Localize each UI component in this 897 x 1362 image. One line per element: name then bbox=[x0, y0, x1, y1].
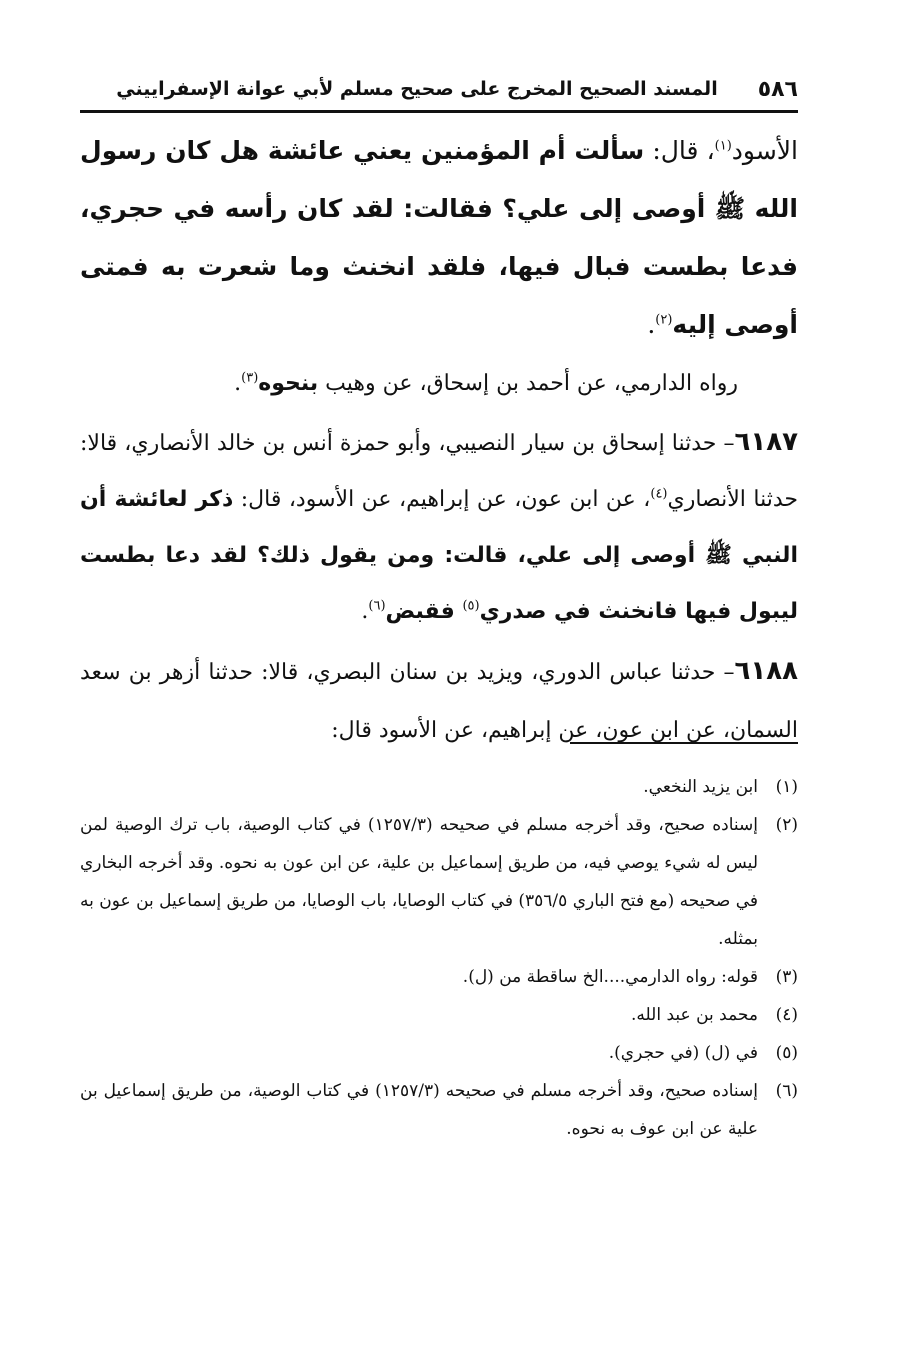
text-span: رواه الدارمي، عن أحمد بن إسحاق، عن وهيب bbox=[318, 371, 738, 396]
isnad-text: ، عن ابن عون، عن إبراهيم، عن الأسود، قال: bbox=[233, 487, 651, 512]
footnote-ref[interactable]: (٤) bbox=[650, 486, 668, 502]
footnote-ref[interactable]: (٣) bbox=[241, 370, 259, 386]
footnote-text: قوله: رواه الدارمي....الخ ساقطة من (ل). bbox=[462, 967, 758, 987]
footnote-text: ابن يزيد النخعي. bbox=[643, 777, 758, 797]
footnote-ref[interactable]: (١) bbox=[714, 138, 732, 154]
footnote-text: في (ل) (في حجري). bbox=[608, 1043, 758, 1063]
footnotes bbox=[80, 768, 798, 1148]
page-number: ٥٨٦ bbox=[757, 76, 798, 102]
footnote-number: (٤) bbox=[775, 1005, 798, 1025]
footnote-ref[interactable]: (٦) bbox=[368, 598, 386, 614]
text-span: ، قال: bbox=[644, 136, 715, 165]
bold-word: بنحوه bbox=[258, 371, 319, 396]
hadith-6187 bbox=[80, 414, 798, 640]
footnote-number: (٥) bbox=[775, 1043, 798, 1063]
text-span: . bbox=[234, 371, 242, 396]
main-text bbox=[80, 122, 798, 760]
isnad-text: – حدثنا إسحاق بن سيار النصيبي، وأبو حمزة أنس بن خالد الأنصاري، قالا: حدثنا الأنصاري bbox=[80, 431, 798, 512]
footnote-5 bbox=[80, 1034, 798, 1072]
hadith-number: ٦١٨٧ bbox=[734, 427, 798, 457]
footnote-2 bbox=[80, 806, 798, 958]
footnote-number: (٣) bbox=[775, 967, 798, 987]
footnote-1 bbox=[80, 768, 798, 806]
footnote-text: إسناده صحيح، وقد أخرجه مسلم في صحيحه (١٢٥٧/٣) في كتاب الوصية، من طريق إسماعيل بن علية عن ابن عوف به نحوه. bbox=[80, 1081, 758, 1139]
hadith-matn: سألت أم المؤمنين يعني عائشة هل كان رسول الله ﷺ أوصى إلى علي؟ فقالت: لقد كان رأسه في حجري، فدعا بطست فبال فيها، فلقد انخنث وما شعرت به فمتى أوصى إليه bbox=[80, 136, 798, 339]
running-header bbox=[116, 72, 798, 106]
footnote-4 bbox=[80, 996, 798, 1034]
hadith-matn: فقبض bbox=[385, 599, 463, 624]
hadith-matn: ذكر لعائشة أن النبي ﷺ أوصى إلى علي، قالت: ومن يقول ذلك؟ لقد دعا بطست ليبول فيها فانخنث في صدري bbox=[80, 487, 798, 624]
footnote-text: إسناده صحيح، وقد أخرجه مسلم في صحيحه (١٢٥٧/٣) في كتاب الوصية، باب ترك الوصية لمن ليس له شيء يوصي فيه، من طريق إسماعيل بن علية، عن ابن عون به نحوه. وقد أخرجه البخاري في صحيحه (مع فتح الباري ٣٥٦/٥) في كتاب الوصايا، باب الوصايا، من طريق إسماعيل بن عون به بمثله. bbox=[80, 815, 758, 949]
text-span: . bbox=[647, 310, 656, 339]
footnote-3 bbox=[80, 958, 798, 996]
text-span: . bbox=[361, 599, 369, 624]
footnote-number: (٢) bbox=[775, 815, 798, 835]
text-span: الأسود bbox=[731, 136, 798, 165]
header-rule bbox=[80, 110, 798, 113]
paragraph-narration-end bbox=[80, 122, 798, 354]
footnote-ref[interactable]: (٢) bbox=[655, 312, 673, 328]
book-title: المسند الصحيح المخرج على صحيح مسلم لأبي عوانة الإسفراييني bbox=[116, 78, 718, 100]
footnote-number: (٦) bbox=[775, 1081, 798, 1101]
footnote-ref[interactable]: (٥) bbox=[462, 598, 480, 614]
hadith-number: ٦١٨٨ bbox=[734, 656, 798, 686]
footnote-number: (١) bbox=[775, 777, 798, 797]
footnote-6 bbox=[80, 1072, 798, 1148]
footnote-separator bbox=[570, 742, 798, 744]
paragraph-riwayah bbox=[80, 356, 798, 412]
footnote-text: محمد بن عبد الله. bbox=[631, 1005, 758, 1025]
isnad-text: – حدثنا عباس الدوري، ويزيد بن سنان البصري، قالا: حدثنا أزهر بن سعد السمان، عن ابن عون، عن إبراهيم، عن الأسود قال: bbox=[80, 660, 798, 743]
